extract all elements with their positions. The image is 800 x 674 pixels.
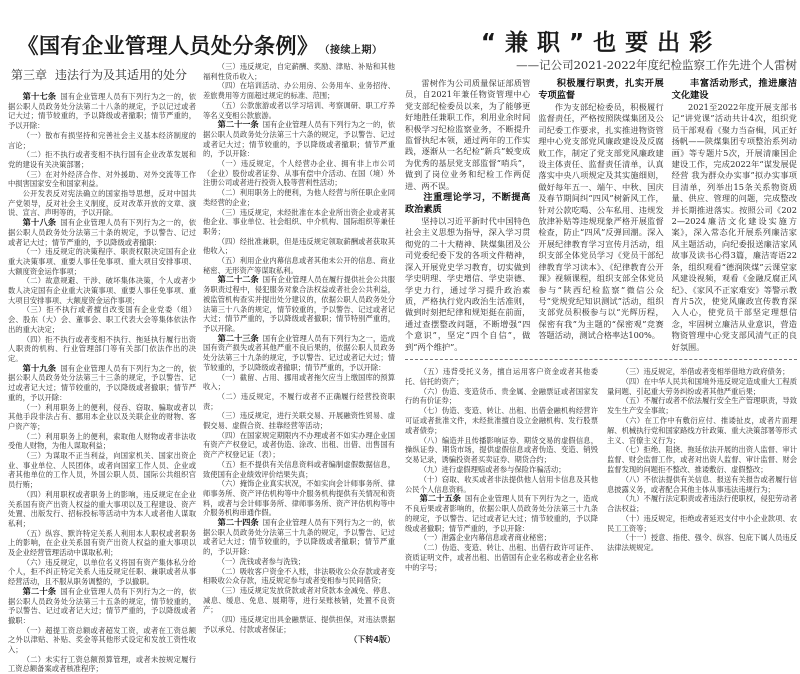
regulation-column-2 [203, 62, 395, 645]
regulation-title [0, 30, 400, 60]
clause-text: （四）在培训活动、办公用房、公务用车、业务招待、差旅费用等方面超过规定的标准、范围； [203, 81, 395, 101]
clause-number: 第二十五条 [419, 493, 462, 504]
clause-item [8, 403, 196, 432]
clause-item [405, 475, 598, 495]
clause-item [405, 387, 598, 407]
clause-text: （十）违反规定，拒绝或者延迟支付中小企业款项、农民工工资等； [607, 513, 797, 533]
clause-item [203, 411, 395, 430]
clause-item [607, 475, 797, 495]
paragraph: 2021至2022年度开展支部书记“讲党课”活动共计4次，组织党员干部观看《聚力当奋楫，风正好扬帆——陕煤集团专项整治系列动画》等专题片5次，开展清廉国企建设工作，完成2022年“谋发展促经营 我为群众办实事”拟办实事项目清单，列举出15条关系物资质量、供应、管理的问题，完成整改并长期推进落实。按照公司《2022—2024廉洁文化建设实施方案》，深入常态化开展系列廉洁家风主题活动，向纪委报送廉洁家风故事及读书心得3篇，廉洁寄语22条，组织观看“德润陕煤”云课堂家风建设视频，观看《金融反腐正风纪》、《家风不正家难安》等警示教育片5次，使党风廉政宣传教育深入人心，使党员干部坚定理想信念，牢固树立廉洁从业意识，营造物资管理中心党支部风清气正的良好氛围。 [671, 102, 797, 352]
clause-item [203, 586, 395, 615]
feature-body [405, 78, 797, 353]
clause-text: （四）拒不执行或者变相不执行、拖延执行履行出资人职责的机构、行业管理部门等有关部门依法作出的决定。 [8, 334, 196, 363]
clause-item [8, 247, 196, 276]
clause-item [607, 416, 797, 445]
clause-text: （十）窃取、收买或者非法提供他人信用卡信息及其他公民个人信息资料。 [405, 474, 598, 494]
clause-item [203, 567, 395, 586]
clause-text: 国有企业管理人员有下列行为之一的，依据公职人员政务处分法第二十八条的规定，予以记过或者记大过；情节较重的，予以降级或者撤职；情节严重的，予以开除： [8, 92, 196, 131]
continued-from-previous-label: （接续上期） [324, 45, 383, 56]
clause-number: 第二十三条 [217, 332, 259, 343]
clause-item [203, 431, 395, 460]
clause-text: 国有企业管理人员有下列行为之一的，依据公职人员政务处分法第三十条的规定，予以警告、记过或者记大过；情节严重的，予以降级或者撤职： [8, 218, 196, 247]
clause-item [203, 557, 395, 567]
chapter-heading [0, 66, 198, 83]
clause-item [8, 335, 196, 364]
clause-text: （四）在中华人民共和国境外违反规定造成重大工程质量问题、引起重大劳务纠纷或者其他严重后果； [607, 376, 797, 396]
feature-subtitle: ——记公司2021-2022年度纪检监察工作先进个人雷树 [516, 58, 797, 72]
clause-item [405, 406, 598, 435]
clause-item [8, 490, 196, 529]
clause-text: 国有企业管理人员有下列行为之一的，依据公职人员政务处分法第三十六条的规定，予以警告、记过或者记大过；情节较重的，予以降级或者撤职；情节严重的，予以开除： [203, 120, 395, 159]
clause-item [203, 256, 395, 275]
clause-number: 第十七条 [22, 91, 57, 101]
clause-item [203, 62, 395, 81]
section-heading: 注重理论学习，不断提高政治素质 [405, 192, 531, 216]
clause-text: （五）纵容、默许特定关系人利用本人职权或者职务上的影响，在企业关系国有资产出资人权益的重大事项以及企业经营管理活动中谋取私利； [8, 528, 196, 558]
section-divider [405, 359, 797, 360]
clause-text: （一）违反规定的决策程序、职责权限决定国有企业重大决策事项、重要人事任免事项、重大项目安排事项、大额度资金运作事项； [8, 247, 196, 276]
clause-text: （十一）授意、指使、强令、纵容、包庇下属人员违反法律法规规定。 [607, 533, 797, 553]
clause-item [405, 436, 598, 465]
article-clause [8, 218, 196, 247]
paragraph: 作为支部纪检委员，积极履行监督责任，严格按照陕煤集团及公司纪委工作要求，扎实推进物资管理中心党支部党风廉政建设及反腐败工作，制定了党支部党风廉政建设主体责任、监督责任清单，认真落实中央八项规定及其实施细则，做好每年五一、端午、中秋、国庆及春节期间纠“四风”树新风工作，针对公款吃喝、公车私用、违规发放津补贴等违规现象严格开展监督检查，防止“四风”反弹回潮。深入开展纪律教育学习宣传月活动，组织支部全体党员学习《党员干部纪律教育学习读本》、《纪律教育公开课》视频课程，组织支部全体党员参与“陕西纪检监察”微信公众号“党规党纪知识测试”活动，组织支部党员积极参与以“光辉历程，保密有我”为主题的“保密观”竞赛答题活动，测试合格率达100%。 [538, 102, 664, 341]
clause-item [8, 655, 196, 674]
section-heading: 丰富活动形式，推进廉洁文化建设 [671, 78, 797, 101]
clause-text: （二）违反规定，不履行或者不正确履行经营投资职责； [203, 391, 395, 411]
clause-item [405, 543, 598, 572]
clause-item [607, 514, 797, 534]
clause-text: （四）违反规定出具金融票证、提供担保，对违法票据予以承兑、付款或者保证； [203, 615, 395, 634]
clause-text: （一）截留、占用、挪用或者拖欠应当上缴国库的预算收入； [203, 372, 395, 392]
clause-item [607, 494, 797, 514]
clause-text: 国有企业管理人员有下列行为之一的，依据公职人员政务处分法第三十三条的规定，予以警告、记过或者记大过；情节较重的，予以降级或者撤职；情节严重的，予以开除： [8, 363, 196, 402]
clause-text: （三）拒不执行或者擅自改变国有企业党委（组）会、股东（大）会、董事会、职工代表大会等集体依法作出的重大决定； [8, 305, 196, 334]
clause-item [8, 189, 196, 218]
clause-text: （一）违反规定，个人经营办企业、拥有非上市公司（企业）股份或者证券、从事有偿中介活动、在国（境）外注册公司或者进行投资入股等营利性活动； [203, 159, 395, 188]
clause-text: （六）掩饰企业真实状况，不如实向会计师事务所、律师事务所、资产评估机构等中介服务机构提供有关情况和资料，或者与会计师事务所、律师事务所、资产评估机构等中介服务机构串通作假。 [203, 479, 395, 518]
clause-number: 第二十条 [22, 585, 57, 596]
clause-item [8, 170, 196, 189]
clause-text: （二）利用职务上的便利，为他人经营与所任职企业同类经营的企业； [203, 188, 395, 207]
clause-item [8, 626, 196, 655]
clause-text: （二）拒不执行或者变相不执行国有企业改革发展和党的建设有关决策部署； [8, 150, 196, 169]
clause-text: 国有企业管理人员有下列行为之一，造成国有资产损失或者其他严重不良后果的，依据公职人员政务处分法第三十九条的规定，予以警告、记过或者记大过；情节较重的，予以降级或者撤职；情节严重的，予以开除： [203, 333, 395, 372]
article-clause [203, 120, 395, 159]
clause-item [203, 188, 395, 207]
clause-item [203, 373, 395, 392]
regulation-column-1 [8, 92, 196, 674]
clause-text: （八）不依法提供有关信息、报送有关报告或者履行信息披露义务，或者配合其他主体从事违法违规行为； [607, 474, 797, 494]
paragraph: 雷树作为公司质量保证部质管员，自2021年兼任物资管理中心党支部纪检委员以来，为了能够更好地胜任兼职工作，利用业余时间积极学习纪检监察业务，不断提升监督执纪本领，通过两年的工作实践，逐渐从一名纪检“新兵”蜕变成为优秀的基层党支部监督“哨兵”，做到了岗位业务和纪检工作两促进、两不误。 [405, 78, 531, 191]
feature-title: “兼职”也要出彩 [480, 30, 722, 56]
clause-item [203, 460, 395, 479]
regulation-title-text: 《国有企业管理人员处分条例》 [17, 33, 319, 58]
clause-text: （四）经批准兼职，但是违反规定领取薪酬或者获取其他收入； [203, 236, 395, 256]
clause-text: （二）伪造、变造、转让、出租、出借行政许可证件、资质证明文件，或者出租、出借国有企业名称或者企业名称中的字号； [405, 543, 598, 572]
clause-item [203, 479, 395, 518]
clause-item [8, 558, 196, 587]
right-section [405, 30, 797, 573]
clause-text: （二）吸收客户资金不入账，非法吸收公众存款或者变相吸收公众存款，违反规定参与或者变相参与民间借贷； [203, 566, 395, 586]
clause-text: （六）违反规定，以单位名义将国有资产集体私分给个人，拒不纠正特定关系人违反规定任职、兼职或者从事经营活动，且不服从职务调整的，予以撤职。 [8, 557, 196, 587]
clause-text: （七）伪造、变造、转让、出租、出借金融机构经营许可证或者批准文件，未经批准擅自设立金融机构、发行股票或者债券； [405, 406, 598, 435]
clause-text: （三）在对外经济合作、对外援助、对外交流等工作中损害国家安全和国家利益。 [8, 169, 196, 189]
article-clause [203, 518, 395, 557]
clause-item [8, 529, 196, 558]
clause-item [203, 208, 395, 237]
clause-item [203, 392, 395, 411]
clause-text: 公开发表反对宪法确立的国家指导思想，反对中国共产党领导，反对社会主义制度，反对改革开放的文章、演说、宣言、声明等的，予以开除。 [8, 189, 196, 218]
article-clause [405, 494, 598, 533]
clause-text: （一）泄露企业内幕信息或者商业秘密； [419, 533, 551, 543]
clause-number: 第二十二条 [217, 274, 259, 285]
clause-text: （三）为谋取不正当利益，向国家机关、国家出资企业、事业单位、人民团体，或者向国家工作人员、企业或者其他单位的工作人员，外国公职人员、国际公共组织官员行贿； [8, 451, 196, 490]
clause-text: 国有企业管理人员有下列行为之一，造成不良后果或者影响的，依据公职人员政务处分法第三十九条的规定，予以警告、记过或者记大过；情节较重的，予以降级或者撤职；情节严重的，予以开除： [405, 494, 598, 533]
clause-item [607, 533, 797, 553]
clause-text: （一）利用职务上的便利，侵吞、窃取、骗取或者以其他手段非法占有、挪用本企业以及关联企业的财物、客户资产等； [8, 402, 196, 431]
clause-text: （三）违反规定，未经批准在本企业所出资企业或者其他企业、事业单位、社会组织、中介机构、国际组织等兼任职务； [203, 207, 395, 236]
continued-note: （下转4版） [349, 635, 395, 645]
clause-text: 国有企业管理人员有下列行为之一的，依据公职人员政务处分法第三十九条的规定，予以警告、记过或者记大过；情节较重的，予以降级或者撤职；情节严重的，予以开除： [203, 518, 395, 557]
clause-text: （一）散布有损坚持和完善社会主义基本经济制度的言论； [8, 130, 196, 150]
clause-text: （九）不履行法定职责或者违法行使职权，侵犯劳动者合法权益； [607, 494, 797, 514]
clause-item [8, 131, 196, 150]
article-clause [8, 92, 196, 131]
clause-text: （五）不履行或者不依法履行安全生产管理职责，导致发生生产安全事故； [607, 396, 797, 416]
clause-text: （一）洗钱或者参与洗钱； [217, 556, 306, 566]
clause-item [405, 533, 598, 543]
clause-item [405, 367, 598, 387]
clause-text: （六）伪造、变造货币、贵金属、金融票证或者国家发行的有价证券； [405, 386, 598, 406]
article-clause [203, 334, 395, 373]
clause-text: （二）故意规避、干涉、破坏集体决策，个人或者少数人决定国有企业重大决策事项、重要人事任免事项、重大项目安排事项、大额度资金运作事项； [8, 276, 196, 305]
clause-number: 第二十四条 [217, 517, 259, 528]
clause-text: （五）公款旅游或者以学习培训、考察调研、职工疗养等名义变相公款旅游。 [203, 100, 395, 120]
clause-text: （三）违反规定，自定薪酬、奖励、津贴、补贴和其他福利性货币收入； [203, 62, 395, 81]
clause-item [203, 237, 395, 256]
chapter-number: 第三章 [10, 68, 47, 82]
clause-item [203, 81, 395, 100]
clause-text: （三）违反规定，举借或者变相举借地方政府债务； [621, 366, 790, 376]
clause-text: 国有企业管理人员在履行提供社会公共服务职责过程中，侵犯服务对象合法权益或者社会公共利益，被监管机构查实并提出处分建议的，依据公职人员政务处分法第三十八条的规定，情节较重的，予以警告、记过或者记大过；情节严重的，予以降级或者撤职；情节特别严重的，予以开除。 [203, 275, 395, 333]
regulation-continuation [405, 367, 797, 573]
clause-item [8, 451, 196, 490]
clause-item [607, 377, 797, 397]
clause-text: （三）违反规定发放贷款或者对贷款本金减免、停息、减息、缓息、免息、展期等，进行呆账核销，处置不良资产； [203, 585, 395, 615]
clause-item [607, 396, 797, 416]
clause-text: （八）编造并且传播影响证券、期货交易的虚假信息，操纵证券、期货市场，提供虚假信息或者伪造、变造、销毁交易记录，诱骗投资者买卖证券、期货合约； [405, 435, 598, 465]
clause-text: （二）利用职务上的便利，索取他人财物或者非法收受他人财物，为他人谋取利益； [8, 431, 196, 451]
regulation-column-2-body [203, 62, 395, 634]
clause-text: （五）拒不提供有关信息资料或者编制虚假数据信息，致使国有企业绩效评价结果失真； [203, 459, 395, 479]
clause-text: （七）拒绝、阻挠、拖延依法开展的出资人监督、审计监督、财会监督工作，或者对出资人监督、审计监督、财会监督发现的问题拒不整改、推诿敷衍、虚假整改； [607, 445, 797, 474]
clause-item [8, 150, 196, 169]
clause-item [8, 305, 196, 334]
clause-number: 第十八条 [22, 217, 57, 228]
article-clause [8, 587, 196, 626]
clause-text: （六）在工作中有敷衍应付、推诿扯皮，或者片面理解、机械执行党和国家路线方针政策、重大决策部署等形式主义、官僚主义行为； [607, 415, 797, 445]
clause-text: （四）利用职权或者职务上的影响，违反规定在企业关系国有资产出资人权益的重大事项以及工程建设、资产处置、出版发行、招标投标等活动中为本人或者他人谋取私利； [8, 489, 196, 528]
clause-text: 国有企业管理人员有下列行为之一的，依据公职人员政务处分法第三十五条的规定，情节较重的，予以警告、记过或者记大过；情节严重的，予以降级或者撤职： [8, 586, 196, 625]
paragraph: 坚持以习近平新时代中国特色社会主义思想为指导，深入学习贯彻党的二十大精神、陕煤集团及公司党委纪委下发的各项文件精神，深入开展党史学习教育，切实做到学史明理、学史增信、学史崇德、学史力行，通过学习提升政治素质，严格执行党内政治生活准则，做到时刻把纪律和规矩挺在前面，通过查摆整改问题，不断增强“四个意识”，坚定“四个自信”，做到“两个维护”。 [405, 216, 531, 352]
clause-text: （五）违背受托义务，擅自运用客户资金或者其他委托、信托的资产； [405, 366, 598, 386]
regulation-column-3 [405, 367, 598, 573]
clause-text: （一）超提工资总额或者超发工资，或者在工资总额之外以津贴、补贴、奖金等其他形式设定和发放工资性收入； [8, 625, 196, 655]
clause-item [203, 615, 395, 634]
clause-text: （二）未实行工资总额预算管理，或者未按规定履行工资总额备案或者核准程序； [8, 654, 196, 674]
clause-item [203, 159, 395, 188]
regulation-column-4 [607, 367, 797, 573]
clause-number: 第十九条 [22, 362, 57, 373]
clause-text: （五）利用企业内幕信息或者其他未公开的信息、商业秘密、无形资产等谋取私利。 [203, 256, 395, 275]
clause-item [8, 276, 196, 305]
clause-item [607, 367, 797, 377]
clause-item [8, 432, 196, 451]
clause-item [203, 101, 395, 120]
article-clause [203, 275, 395, 333]
clause-number: 第二十一条 [217, 119, 259, 130]
clause-item [607, 445, 797, 474]
clause-text: （三）违反规定，进行关联交易、开展融资性贸易、虚假交易、虚假合资、挂靠经营等活动； [203, 411, 395, 431]
clause-text: （四）在国家规定期限内不办理或者不如实办理企业国有资产产权登记，或者伪造、涂改、出租、出借、出售国有资产产权登记证（表）； [203, 430, 395, 460]
chapter-title: 违法行为及其适用的处分 [55, 68, 188, 82]
clause-item [405, 465, 598, 475]
article-clause [8, 364, 196, 403]
section-heading: 积极履行职责，扎实开展专项监督 [538, 78, 664, 101]
clause-text: （九）进行虚假理赔或者参与保险诈骗活动； [419, 464, 566, 474]
